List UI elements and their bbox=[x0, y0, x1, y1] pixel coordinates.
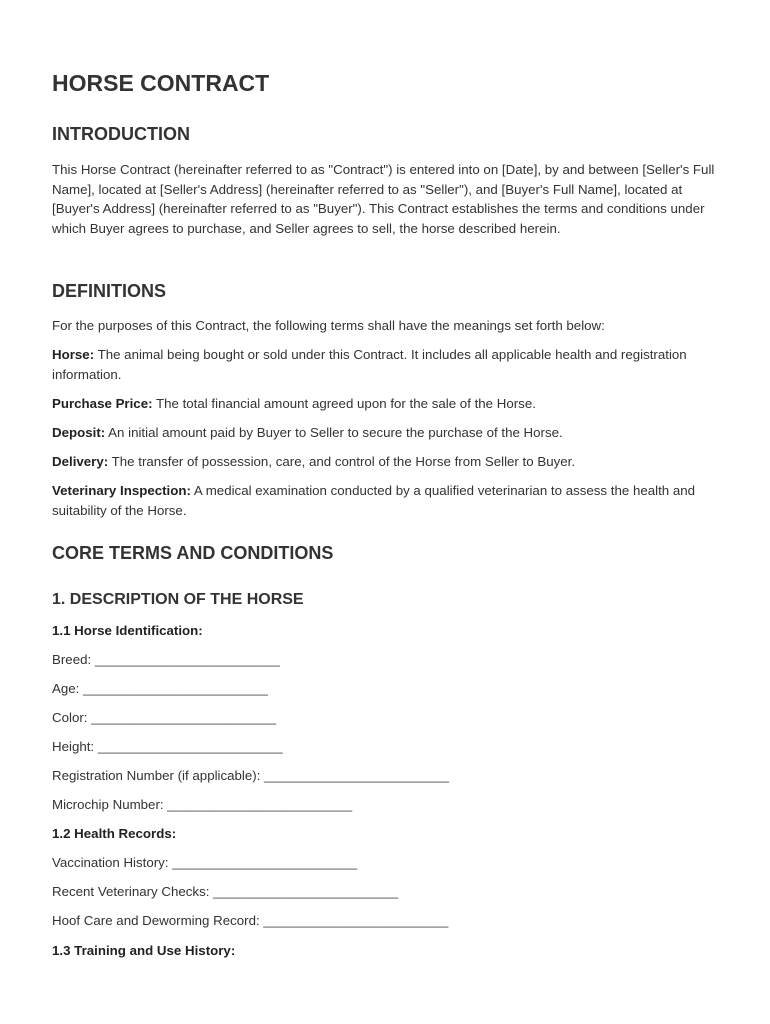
field-hoof-care-deworming bbox=[52, 913, 448, 928]
subsection-1-1-heading: 1.1 Horse Identification: bbox=[52, 623, 203, 638]
blank-line: _________________________ bbox=[264, 768, 449, 783]
field-label: Hoof Care and Deworming Record: bbox=[52, 913, 264, 928]
field-label: Height: bbox=[52, 739, 98, 754]
blank-line: _________________________ bbox=[263, 913, 449, 928]
definition-veterinary-inspection bbox=[52, 481, 720, 520]
field-recent-veterinary-checks bbox=[52, 884, 398, 899]
definition-text: A medical examination conducted by a qualified veterinarian to assess the health and suitability of the Horse. bbox=[52, 483, 696, 518]
field-label: Microchip Number: bbox=[52, 797, 168, 812]
definition-text: The animal being bought or sold under this Contract. It includes all applicable health and registration information. bbox=[52, 347, 687, 382]
field-label: Recent Veterinary Checks: bbox=[52, 884, 214, 899]
definition-term: Delivery: bbox=[52, 454, 109, 469]
introduction-heading: INTRODUCTION bbox=[52, 124, 190, 144]
field-label: Breed: bbox=[52, 652, 95, 667]
blank-line: _________________________ bbox=[213, 884, 399, 899]
field-microchip-number bbox=[52, 797, 352, 812]
definition-term: Veterinary Inspection: bbox=[52, 483, 191, 498]
introduction-paragraph: This Horse Contract (hereinafter referred to as "Contract") is entered into on [Date], by and between [Seller's Full Name], located at [Seller's Address] (hereinafter referred to as "Seller"), and [Buyer's Full Name], located at [Buyer's Address] (hereinafter referred to as "Buyer"). This Contract establishes the terms and conditions under which Buyer agrees to purchase, and Seller agrees to sell, the horse described herein. bbox=[52, 162, 715, 236]
definition-term: Horse: bbox=[52, 347, 95, 362]
core-terms-heading: CORE TERMS AND CONDITIONS bbox=[52, 543, 334, 563]
blank-line: _________________________ bbox=[172, 855, 358, 870]
blank-line: _________________________ bbox=[94, 652, 280, 667]
definition-delivery bbox=[52, 452, 720, 472]
definition-horse bbox=[52, 345, 720, 384]
definition-text: An initial amount paid by Buyer to Seller to secure the purchase of the Horse. bbox=[105, 425, 563, 440]
document-title: HORSE CONTRACT bbox=[52, 70, 270, 96]
definitions-intro: For the purposes of this Contract, the following terms shall have the meanings set forth below: bbox=[52, 318, 605, 333]
field-vaccination-history bbox=[52, 855, 357, 870]
definition-text: The transfer of possession, care, and control of the Horse from Seller to Buyer. bbox=[108, 454, 576, 469]
blank-line: _________________________ bbox=[97, 739, 283, 754]
definitions-heading: DEFINITIONS bbox=[52, 281, 167, 301]
definition-term: Purchase Price: bbox=[52, 396, 153, 411]
field-color bbox=[52, 710, 276, 725]
field-label: Color: bbox=[52, 710, 92, 725]
subsection-1-2-heading: 1.2 Health Records: bbox=[52, 826, 177, 841]
definition-deposit bbox=[52, 423, 720, 443]
blank-line: _________________________ bbox=[83, 681, 268, 696]
field-breed bbox=[52, 652, 280, 667]
definition-purchase-price bbox=[52, 394, 720, 414]
field-label: Registration Number (if applicable): bbox=[52, 768, 265, 783]
blank-line: _________________________ bbox=[167, 797, 353, 812]
field-age bbox=[52, 681, 268, 696]
definition-term: Deposit: bbox=[52, 425, 106, 440]
blank-line: _________________________ bbox=[91, 710, 277, 725]
field-label: Vaccination History: bbox=[52, 855, 173, 870]
subsection-1-3-heading: 1.3 Training and Use History: bbox=[52, 943, 236, 958]
field-registration-number bbox=[52, 768, 449, 783]
field-height bbox=[52, 739, 283, 754]
definition-text: The total financial amount agreed upon for the sale of the Horse. bbox=[152, 396, 536, 411]
section-1-heading: 1. DESCRIPTION OF THE HORSE bbox=[52, 591, 304, 608]
field-label: Age: bbox=[52, 681, 84, 696]
